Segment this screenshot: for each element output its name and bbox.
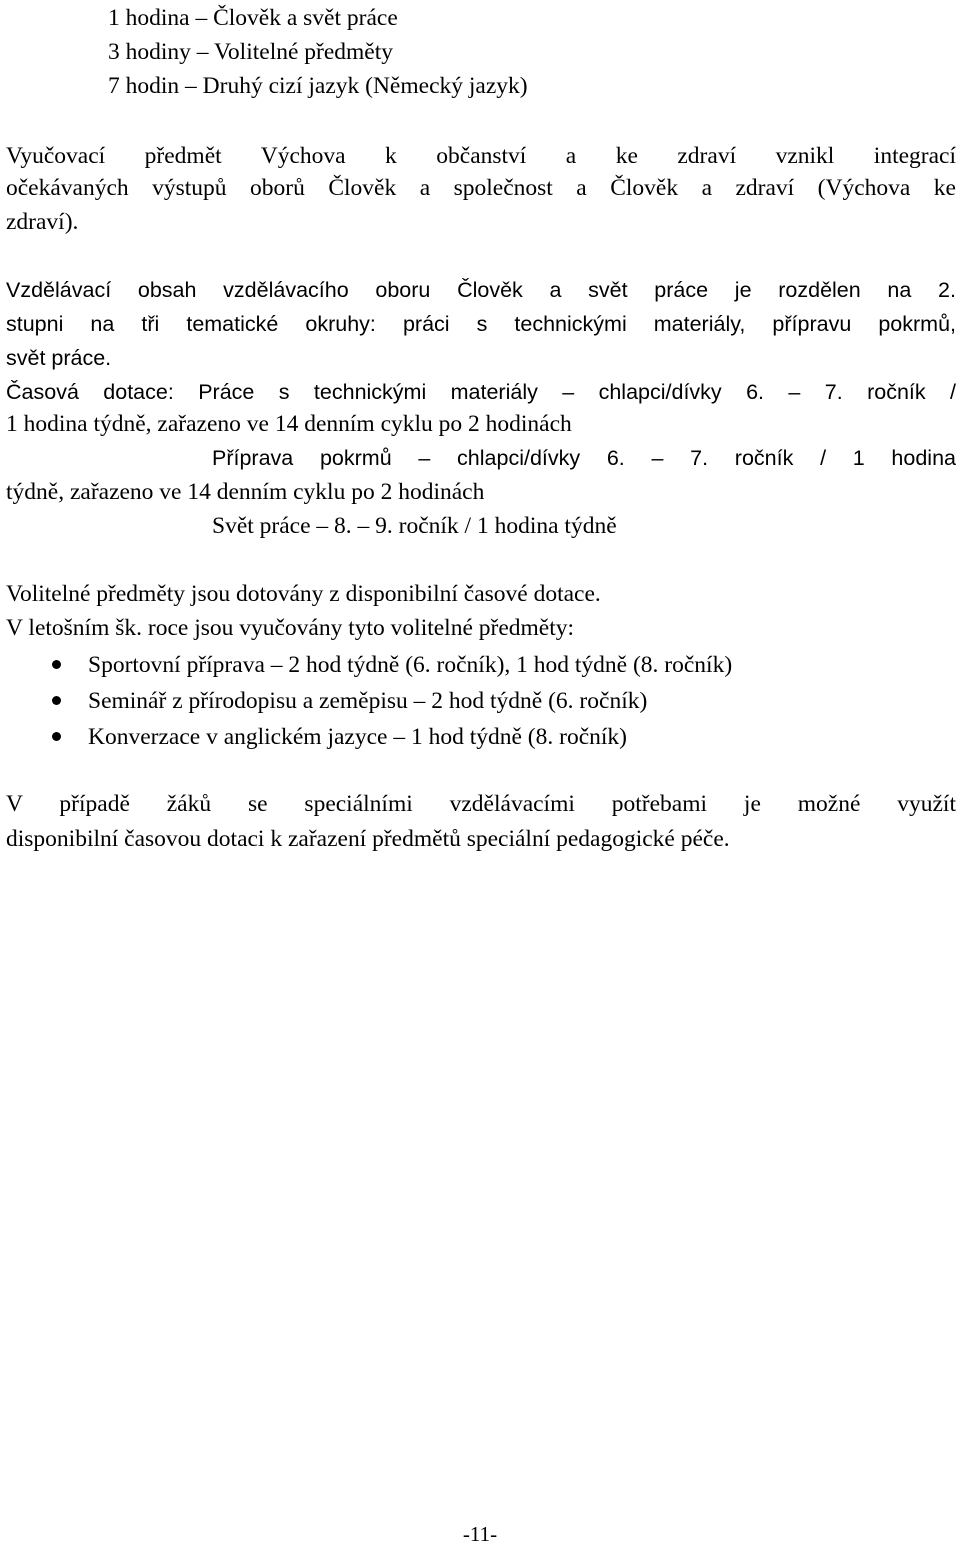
bullet-icon xyxy=(52,732,61,741)
hours-line-2: 3 hodiny – Volitelné předměty xyxy=(108,39,394,65)
bullet-icon xyxy=(52,696,61,705)
dotace-line-2: 1 hodina týdně, zařazeno ve 14 denním cyklu po 2 hodinách xyxy=(6,411,572,437)
volitelne-line-2: V letošním šk. roce jsou vyučovány tyto volitelné předměty: xyxy=(6,615,575,641)
para3-line-1: V případě žáků se speciálními vzdělávacími potřebami je možné využít xyxy=(6,791,956,817)
dotace-line-1: Časová dotace: Práce s technickými materiály – chlapci/dívky 6. – 7. ročník / xyxy=(6,380,956,404)
para2-line-2: stupni na tři tematické okruhy: práci s technickými materiály, přípravu pokrmů, xyxy=(6,312,956,336)
dotace-line-4: týdně, zařazeno ve 14 denním cyklu po 2 hodinách xyxy=(6,479,485,505)
dotace-line-5: Svět práce – 8. – 9. ročník / 1 hodina týdně xyxy=(212,513,617,539)
hours-line-1: 1 hodina – Člověk a svět práce xyxy=(108,5,398,31)
para2-line-1: Vzdělávací obsah vzdělávacího oboru Člověk a svět práce je rozdělen na 2. xyxy=(6,278,956,302)
volitelne-line-1: Volitelné předměty jsou dotovány z disponibilní časové dotace. xyxy=(6,581,601,607)
hours-line-3: 7 hodin – Druhý cizí jazyk (Německý jazyk) xyxy=(108,73,528,99)
dotace-line-3: Příprava pokrmů – chlapci/dívky 6. – 7. ročník / 1 hodina xyxy=(212,446,956,470)
para1-line-3: zdraví). xyxy=(6,209,79,235)
list-item: Seminář z přírodopisu a zeměpisu – 2 hod týdně (6. ročník) xyxy=(88,688,648,714)
para1-line-1: Vyučovací předmět Výchova k občanství a ke zdraví vznikl integrací xyxy=(6,143,956,169)
para3-line-2: disponibilní časovou dotaci k zařazení předmětů speciální pedagogické péče. xyxy=(6,826,730,852)
para1-line-2: očekávaných výstupů oborů Člověk a společnost a Člověk a zdraví (Výchova ke xyxy=(6,175,956,201)
list-item: Konverzace v anglickém jazyce – 1 hod týdně (8. ročník) xyxy=(88,724,627,750)
list-item: Sportovní příprava – 2 hod týdně (6. ročník), 1 hod týdně (8. ročník) xyxy=(88,652,733,678)
para2-line-3: svět práce. xyxy=(6,346,112,370)
bullet-icon xyxy=(52,660,61,669)
page-number: -11- xyxy=(462,1522,498,1546)
